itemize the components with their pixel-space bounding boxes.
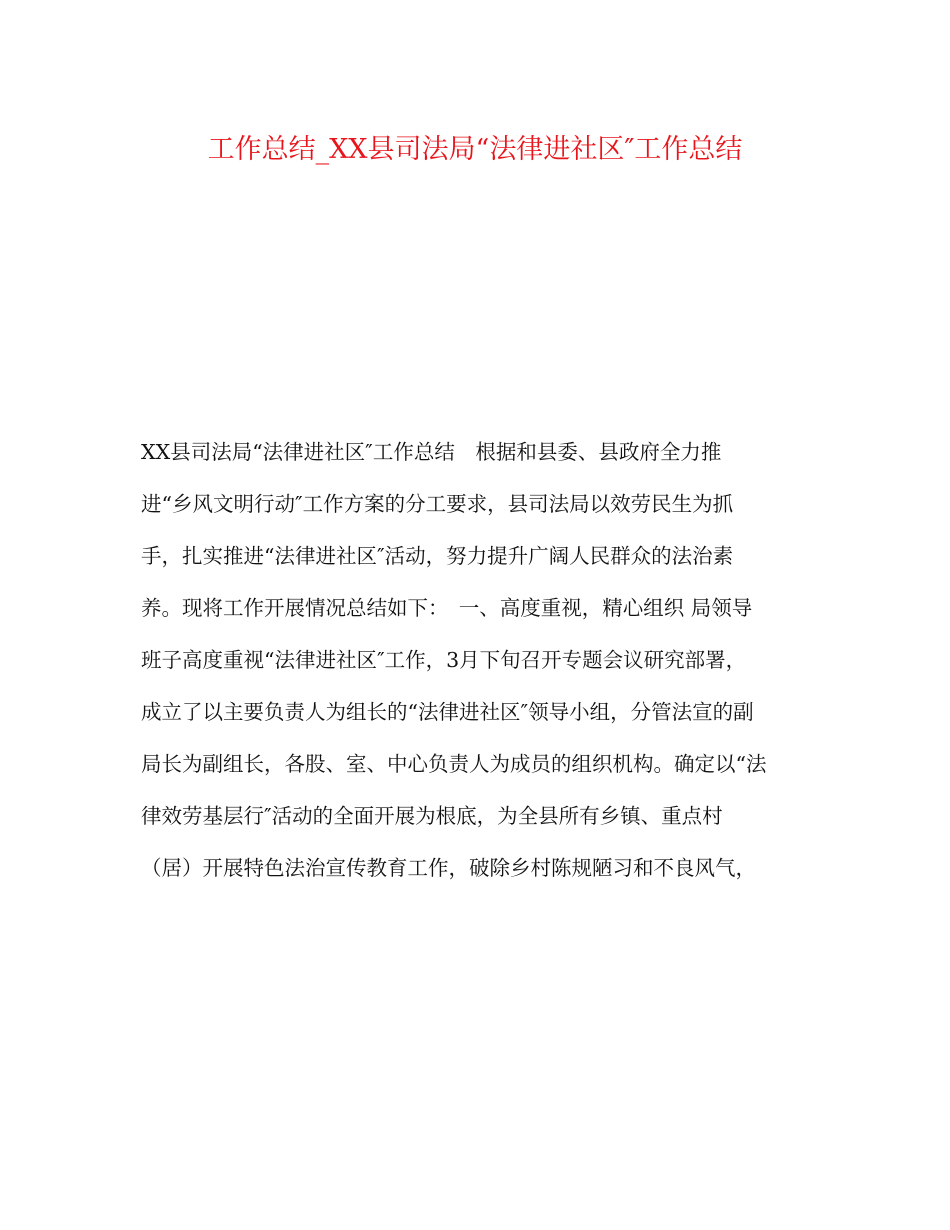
body-line: 进“乡风文明行动″工作方案的分工要求，县司法局以效劳民生为抓: [141, 492, 734, 516]
body-line: （居）开展特色法治宣传教育工作，破除乡村陈规陋习和不良风气，: [141, 856, 756, 880]
body-line: 手，扎实推进“法律进社区″活动，努力提升广阔人民群众的法治素: [141, 544, 734, 568]
body-line: 班子高度重视“法律进社区″工作，3月下旬召开专题会议研究部署，: [141, 648, 747, 672]
document-body: [141, 430, 821, 898]
body-line: 养。现将工作开展情况总结如下： 一、高度重视，精心组织 局领导: [141, 596, 753, 620]
body-line: XX县司法局“法律进社区″工作总结 根据和县委、县政府全力推: [141, 440, 722, 464]
document-title: 工作总结_XX县司法局“法律进社区″工作总结: [207, 134, 743, 165]
body-line: 律效劳基层行″活动的全面开展为根底，为全县所有乡镇、重点村: [141, 804, 723, 828]
body-line: 局长为副组长，各股、室、中心负责人为成员的组织机构。确定以“法: [141, 752, 767, 776]
body-line: 成立了以主要负责人为组长的“法律进社区″领导小组，分管法宣的副: [141, 700, 754, 724]
